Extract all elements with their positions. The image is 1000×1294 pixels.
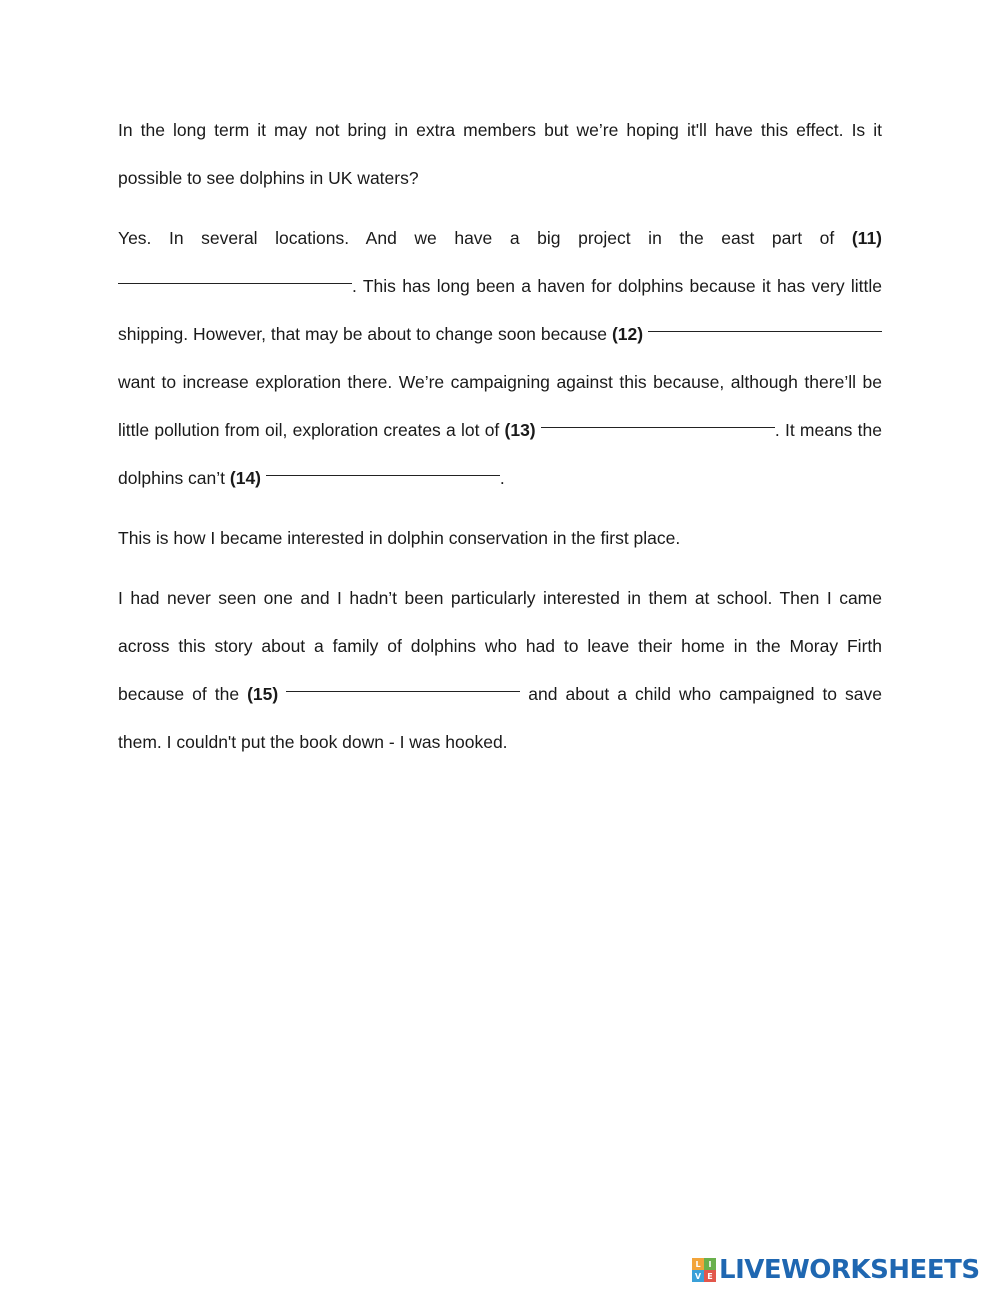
paragraph-text: . This has long been a haven for dolphins because it has very little shipping. However, that may be about to change soon because bbox=[118, 276, 882, 344]
paragraph-text: . It means the dolphins can’t bbox=[118, 420, 882, 488]
question-number-15: (15) bbox=[247, 684, 279, 704]
paragraph-text: I had never seen one and I hadn’t been particularly interested in them at school. Then I came across this story about a family of dolphins who had to leave their home in the Moray Firth because of the bbox=[118, 588, 882, 704]
paragraph-text: and about a child who campaigned to save them. I couldn't put the book down - I was hooked. bbox=[118, 684, 883, 752]
paragraph-text: want to increase exploration there. We’re campaigning against this because, although there’ll be little pollution from oil, exploration creates a lot of bbox=[118, 372, 882, 440]
paragraph-intro bbox=[118, 106, 882, 202]
paragraph-interest-text: This is how I became interested in dolphin conservation in the first place. bbox=[118, 528, 681, 548]
paragraph-answer bbox=[118, 214, 882, 502]
answer-blank-13[interactable] bbox=[541, 409, 775, 428]
paragraph-story bbox=[118, 574, 882, 766]
logo-mark-letter: V bbox=[692, 1270, 704, 1282]
paragraph-intro-text: In the long term it may not bring in extra members but we’re hoping it'll have this effect. Is it possible to see dolphins in UK waters? bbox=[118, 120, 882, 188]
answer-blank-15[interactable] bbox=[286, 673, 520, 692]
paragraph-interest bbox=[118, 514, 882, 562]
question-number-13: (13) bbox=[504, 420, 536, 440]
paragraph-text: . bbox=[499, 468, 505, 488]
liveworksheets-logo-icon bbox=[692, 1258, 716, 1282]
worksheet-page bbox=[118, 106, 882, 778]
logo-mark-letter: I bbox=[704, 1258, 716, 1270]
question-number-11: (11) bbox=[851, 228, 882, 248]
paragraph-text: Yes. In several locations. And we have a big project in the east part of bbox=[118, 228, 852, 248]
logo-mark-letter: E bbox=[704, 1270, 716, 1282]
question-number-12: (12) bbox=[611, 324, 644, 344]
logo-wordmark: LIVEWORKSHEETS bbox=[719, 1255, 980, 1285]
answer-blank-12[interactable] bbox=[648, 313, 882, 332]
answer-blank-11[interactable] bbox=[118, 265, 352, 284]
logo-mark-letter: L bbox=[692, 1258, 704, 1270]
question-number-14: (14) bbox=[229, 468, 262, 488]
answer-blank-14[interactable] bbox=[266, 457, 500, 476]
liveworksheets-logo bbox=[692, 1255, 980, 1285]
